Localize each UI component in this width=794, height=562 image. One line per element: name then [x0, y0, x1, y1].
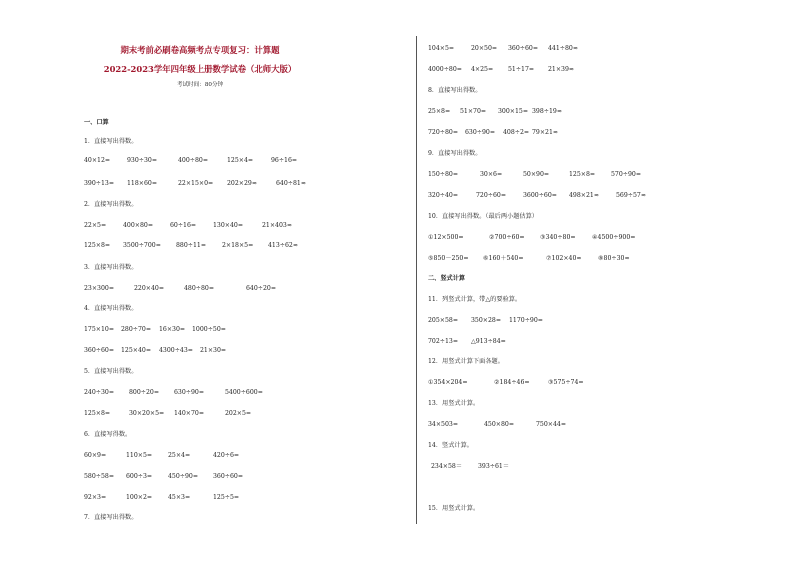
q5-r2-c2: 30×20×5=	[129, 410, 165, 417]
q6-r1-c2: 110×5=	[126, 452, 153, 459]
q5-r2-c4: 202×5=	[225, 410, 252, 417]
q2-r2-c3: 880÷11=	[176, 242, 207, 249]
q5-r2-c3: 140×70=	[174, 410, 205, 417]
q4-label: 4．直接写出得数。	[84, 305, 138, 312]
q9-r1-c1: 150÷80=	[428, 171, 459, 178]
q2-r1-c5: 21×403≈	[262, 222, 293, 229]
q9-r1-c2: 30×6=	[480, 171, 503, 178]
q9-r2-c1: 320÷40=	[428, 192, 459, 199]
q8-r2-c4: 79×21≈	[532, 129, 559, 136]
q2-r1-c1: 22×5=	[84, 222, 107, 229]
q11-r2-c1: 702÷13=	[428, 338, 459, 345]
q6-r1-c4: 420÷6=	[213, 452, 240, 459]
q6-r3-c1: 92×3=	[84, 494, 107, 501]
q11-r1-c2: 350×28=	[471, 317, 502, 324]
section-2-heading: 二、竖式计算	[428, 275, 466, 282]
q2-r2-c4: 2×18×5=	[222, 242, 254, 249]
q11-r1-c3: 1170÷90=	[509, 317, 543, 324]
q8-r2-c2: 630÷90=	[465, 129, 496, 136]
q4-r2-c4: 21×30=	[200, 347, 227, 354]
q12-r1-c2: ②184÷46=	[494, 379, 530, 386]
q8-r1-c3: 300×15=	[498, 108, 529, 115]
title-line-2: 2022-2023学年四年级上册数学试卷（北师大版）	[103, 64, 297, 74]
q1-r2-c3: 22×15×0=	[178, 180, 214, 187]
q9-r2-c4: 498×21≈	[569, 192, 600, 199]
q10-label: 10．直接写出得数。（最后两小题估算）	[428, 213, 538, 220]
q1-r2-c1: 390÷13=	[84, 180, 115, 187]
q1-r1-c5: 96÷16=	[271, 157, 298, 164]
q8-r1-c2: 51×70=	[460, 108, 487, 115]
q13-r1-c3: 750×44=	[536, 421, 567, 428]
q3-r1-c2: 220×40=	[134, 285, 165, 292]
q2-r2-c5: 413÷62≈	[268, 242, 299, 249]
section-1-heading: 一、口算	[84, 119, 109, 126]
q9-r2-c5: 569÷57≈	[616, 192, 647, 199]
q13-r1-c1: 34×503=	[428, 421, 459, 428]
q5-r1-c4: 5400÷600=	[225, 389, 263, 396]
q8-r2-c3: 408÷2=	[503, 129, 530, 136]
q12-label: 12．用竖式计算下面各题。	[428, 358, 504, 365]
q8-r1-c1: 25×8=	[428, 108, 451, 115]
q2-r1-c3: 60÷16=	[170, 222, 197, 229]
q10-r1-c4: ④4500÷900=	[592, 234, 636, 241]
top-r2-c4: 21×39≈	[548, 66, 575, 73]
q5-r1-c3: 630÷90=	[174, 389, 205, 396]
top-r1-c1: 104×5=	[428, 45, 455, 52]
q4-r1-c1: 175×10=	[84, 326, 115, 333]
q10-r2-c1: ⑤850－250=	[428, 255, 469, 262]
q5-r2-c1: 125×8=	[84, 410, 111, 417]
q4-r1-c4: 1000÷50=	[192, 326, 226, 333]
top-r1-c2: 20×50=	[471, 45, 498, 52]
q15-label: 15．用竖式计算。	[428, 505, 480, 512]
q8-label: 8．直接写出得数。	[428, 87, 482, 94]
q3-r1-c1: 23×300=	[84, 285, 115, 292]
q11-r2-c2: △913÷84=	[471, 338, 506, 345]
q9-r1-c3: 50×90=	[523, 171, 550, 178]
q10-r1-c1: ①12×500=	[428, 234, 464, 241]
q5-r1-c1: 240÷30=	[84, 389, 115, 396]
q14-r1-c2: 393÷61＝	[478, 463, 510, 470]
q11-r1-c1: 205×58=	[428, 317, 459, 324]
q11-label: 11．列竖式计算，带△的要验算。	[428, 296, 522, 303]
q10-r1-c2: ②700÷60=	[489, 234, 525, 241]
top-r2-c2: 4×25=	[471, 66, 494, 73]
q6-r2-c4: 360÷60=	[213, 473, 244, 480]
q1-r2-c4: 202×29≈	[227, 180, 258, 187]
q1-r1-c3: 400÷80=	[178, 157, 209, 164]
q10-r2-c2: ⑥160＋540=	[483, 255, 524, 262]
q9-label: 9．直接写出得数。	[428, 150, 482, 157]
q14-label: 14．竖式计算。	[428, 442, 473, 449]
q4-r1-c3: 16×30=	[159, 326, 186, 333]
q6-r1-c3: 25×4=	[168, 452, 191, 459]
q2-r2-c2: 3500÷700=	[123, 242, 161, 249]
q6-r2-c2: 600÷3=	[126, 473, 153, 480]
q2-r1-c2: 400×80=	[123, 222, 154, 229]
q12-r1-c3: ③575÷74=	[548, 379, 584, 386]
top-r2-c3: 51÷17=	[508, 66, 535, 73]
top-r1-c4: 441÷80≈	[548, 45, 579, 52]
q2-r1-c4: 130×40=	[213, 222, 244, 229]
q1-r1-c4: 125×4=	[227, 157, 254, 164]
q9-r1-c4: 125×8=	[569, 171, 596, 178]
q3-r1-c4: 640÷20=	[246, 285, 277, 292]
q5-label: 5．直接写出得数。	[84, 368, 138, 375]
q6-r1-c1: 60×9=	[84, 452, 107, 459]
q5-r1-c2: 800÷20=	[129, 389, 160, 396]
q6-r3-c4: 125÷5=	[213, 494, 240, 501]
q3-label: 3．直接写出得数。	[84, 264, 138, 271]
q4-r2-c1: 360÷60=	[84, 347, 115, 354]
q8-r2-c1: 720÷80=	[428, 129, 459, 136]
top-r2-c1: 4000÷80=	[428, 66, 462, 73]
q4-r1-c2: 280÷70=	[121, 326, 152, 333]
q13-label: 13．用竖式计算。	[428, 400, 480, 407]
q6-r2-c3: 450÷90=	[168, 473, 199, 480]
q13-r1-c2: 450×80=	[484, 421, 515, 428]
q2-label: 2．直接写出得数。	[84, 201, 138, 208]
q6-r3-c2: 100×2=	[126, 494, 153, 501]
q3-r1-c3: 480÷80=	[184, 285, 215, 292]
q10-r2-c4: ⑧80÷30≈	[598, 255, 630, 262]
q9-r2-c2: 720÷60=	[476, 192, 507, 199]
q1-label: 1．直接写出得数。	[84, 138, 138, 145]
q1-r1-c1: 40×12=	[84, 157, 111, 164]
q6-r2-c1: 580÷58=	[84, 473, 115, 480]
q1-r2-c2: 118×60=	[127, 180, 158, 187]
q10-r1-c3: ③340÷80=	[540, 234, 576, 241]
q8-r1-c4: 398÷19≈	[532, 108, 563, 115]
q9-r1-c5: 570÷90=	[611, 171, 642, 178]
q12-r1-c1: ①354×204=	[428, 379, 468, 386]
q9-r2-c3: 3600÷60=	[523, 192, 557, 199]
q1-r2-c5: 640÷81≈	[276, 180, 307, 187]
title-line-1: 期末考前必刷卷高频考点专项复习：计算题	[120, 45, 280, 55]
q4-r2-c2: 125×40=	[121, 347, 152, 354]
exam-time: 考试时间：80分钟	[176, 82, 224, 88]
top-r1-c3: 360÷60=	[508, 45, 539, 52]
q10-r2-c3: ⑦102×40≈	[546, 255, 582, 262]
q4-r2-c3: 4300÷43=	[159, 347, 193, 354]
q2-r2-c1: 125×8=	[84, 242, 111, 249]
q1-r1-c2: 930÷30=	[127, 157, 158, 164]
column-divider	[416, 36, 417, 524]
q6-r3-c3: 45×3=	[168, 494, 191, 501]
q7-label: 7．直接写出得数。	[84, 514, 138, 521]
q14-r1-c1: 234×58＝	[431, 463, 463, 470]
q6-label: 6．直接写得数。	[84, 431, 132, 438]
